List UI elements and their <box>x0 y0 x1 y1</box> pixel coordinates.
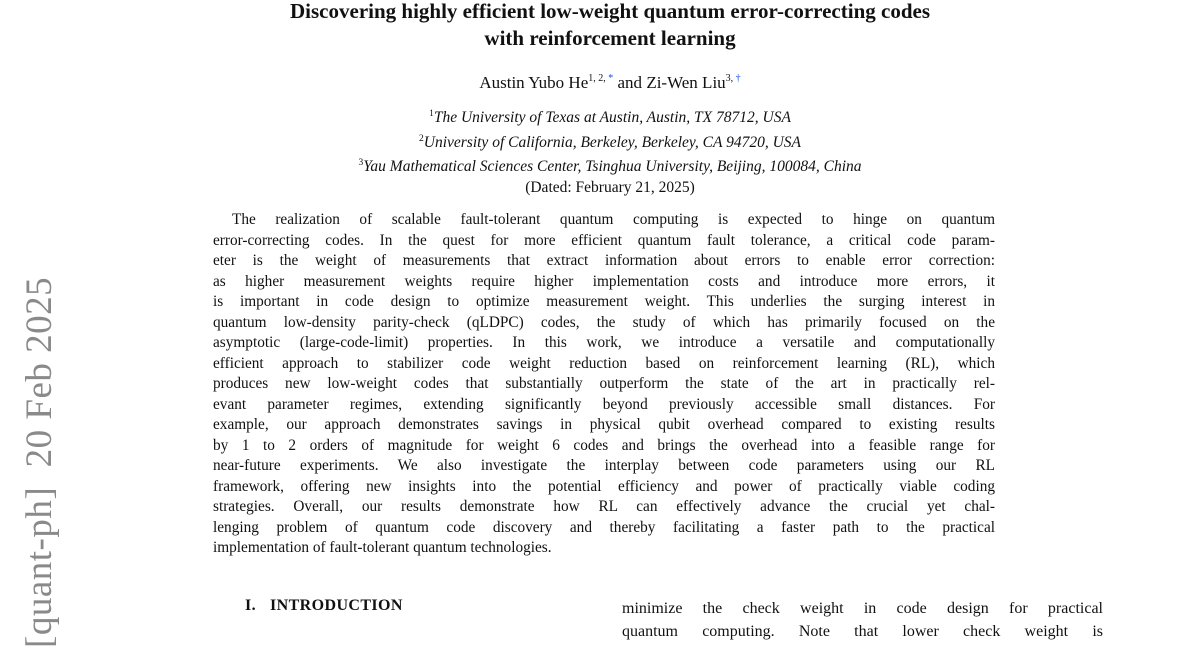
section-title: INTRODUCTION <box>270 597 403 614</box>
abstract-line: near-future experiments. We also investigate the interplay between code parameters using our RL <box>213 457 995 474</box>
abstract-line: as higher measurement weights require higher implementation costs and introduce more errors, it <box>213 272 995 290</box>
abstract-line: error-correcting codes. In the quest for more efficient quantum fault tolerance, a critical code param- <box>213 231 995 249</box>
abstract-line: example, our approach demonstrates savings in physical qubit overhead compared to existing results <box>213 416 995 433</box>
body-line: quantum computing. Note that lower check weight is <box>622 623 1103 640</box>
section-number: I. <box>245 597 257 614</box>
abstract-line: implementation of fault-tolerant quantum technologies. <box>213 539 552 556</box>
right-column-text <box>622 597 1103 643</box>
abstract-line: strategies. Overall, our results demonstrate how RL can effectively advance the crucial yet chal- <box>213 498 995 515</box>
affiliation: $^1$The University of Texas at Austin, Austin, TX 78712, USA <box>429 109 791 126</box>
affiliation: $^2$University of California, Berkeley, Berkeley, CA 94720, USA <box>419 133 801 151</box>
author-name: Austin Yubo He <box>479 73 589 92</box>
abstract-line: produces new low-weight codes that substantially outperform the state of the art in practically rel- <box>213 375 995 392</box>
body-line: minimize the check weight in code design for practical <box>622 600 1103 617</box>
author-affiliation-marks: 1, 2, * <box>588 73 614 84</box>
author-affiliation-marks: 3, † <box>725 73 741 84</box>
arxiv-side-stamp: [quant-ph] 20 Feb 2025 <box>19 276 60 648</box>
abstract-line: evant parameter regimes, extending significantly beyond previously accessible small distances. For <box>213 395 995 413</box>
abstract-line: by 1 to 2 orders of magnitude for weight 6 codes and brings the overhead into a feasible range for <box>213 436 995 454</box>
author-connector: and <box>613 73 647 92</box>
paper-title <box>150 0 1070 52</box>
abstract-line: quantum low-density parity-check (qLDPC) codes, the study of which has primarily focused on the <box>213 313 995 331</box>
abstract-line: is important in code design to optimize measurement weight. This underlies the surging interest in <box>213 293 995 310</box>
section-heading <box>245 597 403 615</box>
abstract-line: eter is the weight of measurements that extract information about errors to enable error correction: <box>213 252 995 269</box>
affiliations <box>150 104 1070 198</box>
email-footnote-link[interactable]: * <box>608 73 614 84</box>
affiliation: $^3$Yau Mathematical Sciences Center, Tsinghua University, Beijing, 100084, China <box>358 158 862 175</box>
email-footnote-link[interactable]: † <box>735 73 741 84</box>
abstract-line: The realization of scalable fault-tolerant quantum computing is expected to hinge on quantum <box>232 211 995 228</box>
author-name: Zi-Wen Liu <box>646 73 726 92</box>
title-line-2: with reinforcement learning <box>484 26 736 50</box>
abstract-line: lenging problem of quantum code discovery and thereby facilitating a faster path to the practical <box>213 518 995 536</box>
abstract <box>213 210 995 559</box>
date-line: (Dated: February 21, 2025) <box>525 178 695 196</box>
abstract-line: efficient approach to stabilizer code weight reduction based on reinforcement learning (RL), which <box>213 354 995 372</box>
author-list <box>150 73 1070 93</box>
title-line-1: Discovering highly efficient low-weight quantum error-correcting codes <box>290 0 930 23</box>
abstract-line: asymptotic (large-code-limit) properties. In this work, we introduce a versatile and computationally <box>213 334 995 351</box>
abstract-line: framework, offering new insights into the potential efficiency and power of practically viable coding <box>213 477 995 495</box>
